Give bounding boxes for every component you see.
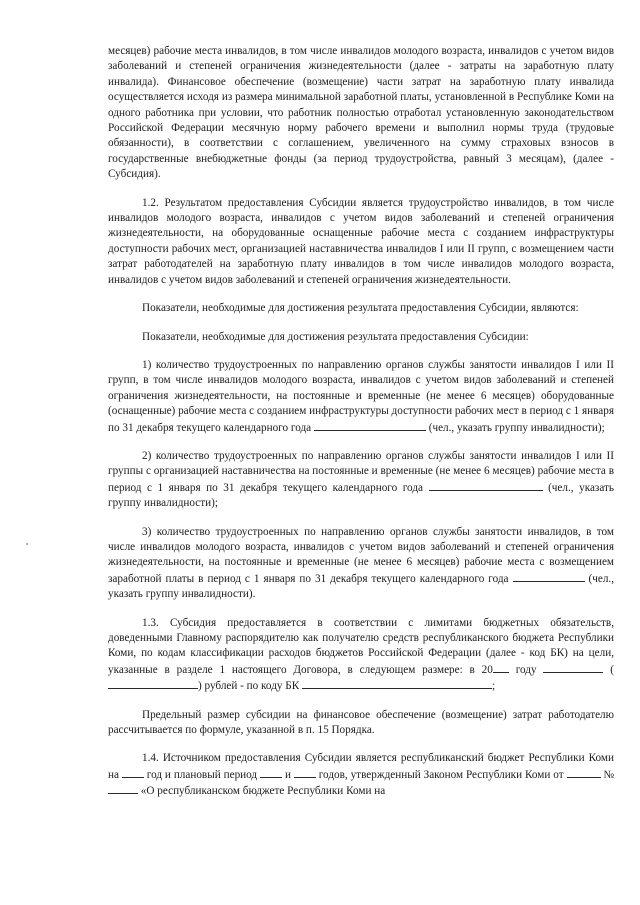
paragraph-1-4-approved: годов, утвержденный Законом Республики Коми от [318, 768, 564, 781]
paragraph-1-4-and: и [284, 768, 291, 781]
paragraph-limit: Предельный размер субсидии на финансовое обеспечение (возмещение) затрат работодателю рассчитывается по формуле, указанной в п. 15 Порядка. [108, 708, 614, 737]
blank-line [543, 662, 603, 673]
paragraph-indicators-heading: Показатели, необходимые для достижения результата предоставления Субсидии: [142, 330, 529, 343]
blank-line [513, 571, 585, 582]
blank-line [260, 767, 282, 778]
indicator-item-3 [108, 525, 614, 603]
paragraph-1-3-open-paren: ( [610, 663, 614, 676]
indicator-item-2-text: 2) количество трудоустроенных по направлению органов службы занятости инвалидов I или II группы с организацией наставничества на постоянные и временные (не менее 6 месяцев) рабочие места в период с 1 января по 31 декабря текущего календарного года [108, 449, 614, 494]
paragraph-1-4-text: 1.4. Источником предоставления Субсидии является республиканский бюджет Республики Коми на [108, 752, 614, 781]
indicator-item-2 [108, 449, 614, 512]
blank-line [429, 480, 543, 491]
blank-line [108, 678, 198, 689]
paragraph-continuation: месяцев) рабочие места инвалидов, в том числе инвалидов молодого возраста, инвалидов с учетом видов заболеваний и степеней ограничения жизнедеятельности (далее - затраты на заработную плату инвалида). Финансовое обеспечение (возмещение) части затрат на заработную плату инвалида осуществляется исходя из размера минимальной заработной платы, установленной в Республике Коми на одного работника при условии, что работник полностью отработал установленную законодательством Российской Федерации месячную норму рабочего времени и выполнил нормы труда (трудовые обязанности), в соответствии с соглашением, увеличенного на сумму страховых взносов в государственные внебюджетные фонды (за период трудоустройства, равный 3 месяцам), (далее - Субсидия). [108, 45, 614, 181]
blank-line [294, 767, 316, 778]
blank-line [302, 678, 492, 689]
indicator-item-3-tail: (чел., указать группу инвалидности). [108, 572, 615, 601]
indicator-item-3-text: 3) количество трудоустроенных по направлению органов службы занятости инвалидов, в том числе инвалидов молодого возраста, инвалидов с учетом видов заболеваний и степеней ограничения жизнедеятельности, на постоянные и временные (не менее 6 месяцев) рабочие места с возмещением заработной платы в период с 1 января по 31 декабря текущего календарного года [108, 525, 614, 585]
paragraph-1-3-limits [108, 616, 614, 695]
scan-speck [26, 543, 28, 545]
blank-line [314, 420, 426, 431]
paragraph-1-4-law-title: «О республиканском бюджете Республики Коми на [140, 785, 386, 798]
indicator-item-1-tail: (чел., указать группу инвалидности); [428, 421, 605, 434]
blank-line [108, 783, 138, 794]
paragraph-1-3-year-word: году [515, 663, 537, 676]
indicator-item-2-tail: (чел., указать группу инвалидности); [108, 481, 615, 510]
paragraph-1-3-rubles: ) рублей - по коду БК [198, 680, 300, 693]
paragraph-1-4-source [108, 751, 614, 799]
paragraph-1-4-number-sign: № [603, 768, 615, 781]
paragraph-indicators-intro: Показатели, необходимые для достижения результата предоставления Субсидии, являются: [142, 302, 579, 315]
indicator-item-1 [108, 358, 614, 436]
paragraph-1-3-text: 1.3. Субсидия предоставляется в соответствии с лимитами бюджетных обязательств, доведенными Главному распорядителю как получателю средств республиканского бюджета Республики Коми, по кодам классификации расходов бюджетов Российской Федерации (далее - код БК) на цели, указанные в разделе 1 настоящего Договора, в следующем размере: в 20 [108, 616, 614, 676]
blank-line [567, 767, 601, 778]
paragraph-1-3-end: ; [491, 680, 496, 693]
indicator-item-1-text: 1) количество трудоустроенных по направлению органов службы занятости инвалидов I или II групп, в том числе инвалидов молодого возраста, инвалидов с учетом видов заболеваний и степеней ограничения жизнедеятельности, на постоянные и временные (не менее 6 месяцев) оборудованные (оснащенные) рабочие места с созданием инфраструктуры доступности рабочих мест в период с 1 января по 31 декабря текущего календарного года [108, 358, 614, 434]
document-page [108, 44, 614, 800]
paragraph-1-2-result: 1.2. Результатом предоставления Субсидии является трудоустройство инвалидов, в том числе инвалидов молодого возраста, инвалидов с учетом видов заболеваний и степеней ограничения жизнедеятельности, на оборудованные оснащенные рабочие места с созданием инфраструктуры доступности рабочих мест, организацией наставничества инвалидов I или II групп, с возмещением части затрат работодателей на заработную плату инвалидов в том числе инвалидов молодого возраста, инвалидов с учетом видов заболеваний и степеней ограничения жизнедеятельности. [108, 196, 614, 286]
blank-line [493, 662, 509, 673]
blank-line [122, 767, 144, 778]
paragraph-1-4-planned: год и плановый период [146, 768, 258, 781]
